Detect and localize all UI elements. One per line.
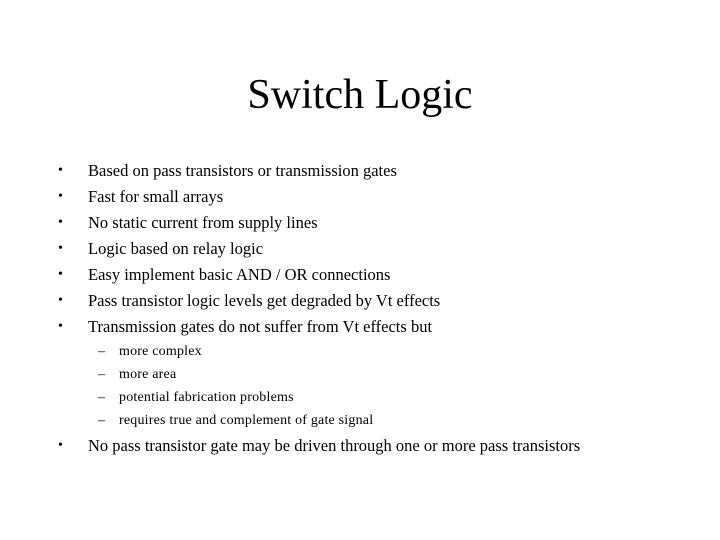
bullet-item bbox=[0, 184, 720, 210]
bullet-item bbox=[0, 158, 720, 184]
slide-title: Switch Logic bbox=[247, 72, 473, 118]
sub-bullet-marker: – bbox=[98, 413, 105, 428]
bullet-item bbox=[0, 433, 720, 459]
bullet-text: No static current from supply lines bbox=[88, 213, 318, 232]
bullet-text: Based on pass transistors or transmission gates bbox=[88, 161, 397, 180]
bullet-marker: • bbox=[58, 215, 63, 230]
bullet-text: No pass transistor gate may be driven through one or more pass transistors bbox=[88, 436, 581, 455]
sub-bullet-item bbox=[0, 363, 720, 386]
bullet-marker: • bbox=[58, 319, 63, 334]
bullet-item bbox=[0, 210, 720, 236]
sub-bullet-text: more complex bbox=[119, 344, 202, 359]
sub-bullet-marker: – bbox=[98, 344, 105, 359]
sub-bullet-item bbox=[0, 340, 720, 363]
bullet-text: Pass transistor logic levels get degraded by Vt effects bbox=[88, 291, 441, 310]
sub-bullet-text: more area bbox=[119, 367, 177, 382]
bullet-marker: • bbox=[58, 241, 63, 256]
sub-bullet-marker: – bbox=[98, 367, 105, 382]
bullet-marker: • bbox=[58, 163, 63, 178]
bullet-marker: • bbox=[58, 189, 63, 204]
sub-bullet-marker: – bbox=[98, 390, 105, 405]
bullet-text: Logic based on relay logic bbox=[88, 239, 264, 258]
sub-bullet-item bbox=[0, 386, 720, 409]
bullet-text: Transmission gates do not suffer from Vt effects but bbox=[88, 317, 433, 336]
bullet-marker: • bbox=[58, 267, 63, 282]
sub-bullet-text: requires true and complement of gate signal bbox=[119, 413, 374, 428]
bullet-marker: • bbox=[58, 438, 63, 453]
bullet-marker: • bbox=[58, 293, 63, 308]
bullet-item bbox=[0, 262, 720, 288]
bullet-item bbox=[0, 288, 720, 314]
bullet-text: Fast for small arrays bbox=[88, 187, 224, 206]
bullet-item bbox=[0, 314, 720, 340]
sub-bullet-text: potential fabrication problems bbox=[119, 390, 294, 405]
bullet-text: Easy implement basic AND / OR connections bbox=[88, 265, 391, 284]
bullet-item bbox=[0, 236, 720, 262]
sub-bullet-item bbox=[0, 409, 720, 432]
